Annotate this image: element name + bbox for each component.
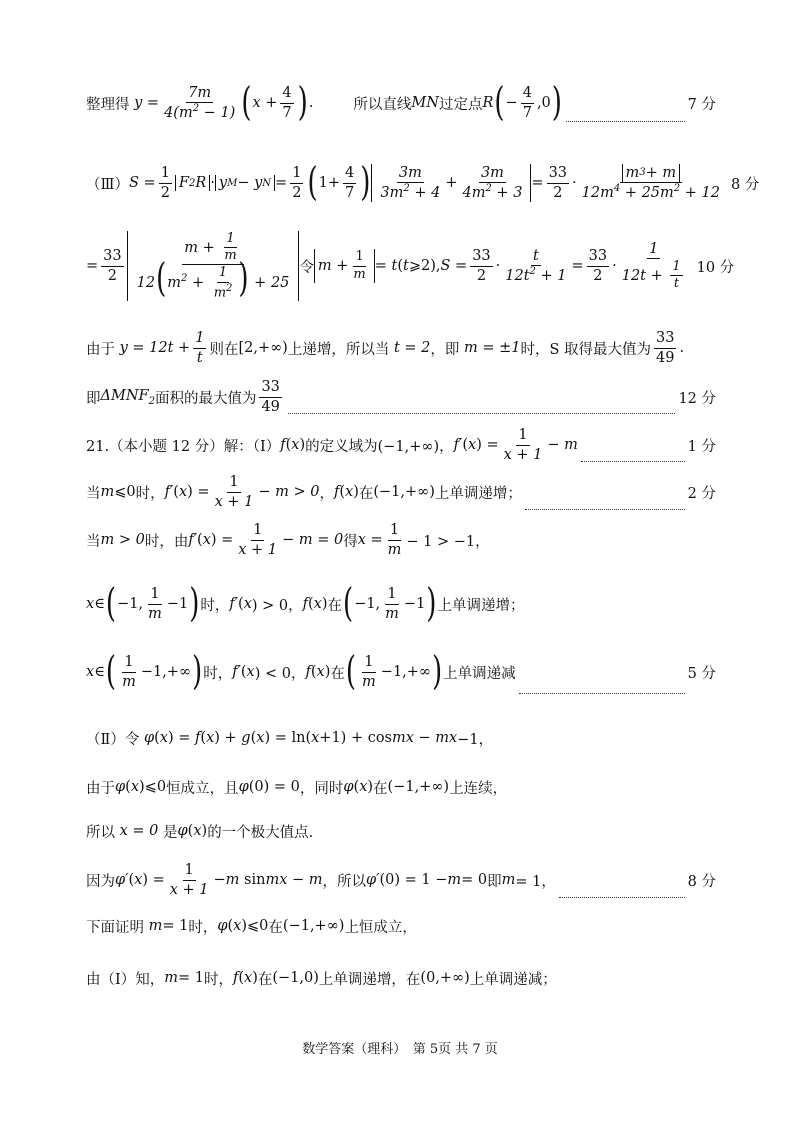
dot-leader	[566, 121, 685, 122]
text: 得	[343, 533, 358, 550]
text: 过定点	[438, 96, 483, 113]
score-mark: 10 分	[696, 259, 735, 276]
text: 21.（本小题 12 分）解：（Ⅰ）	[86, 438, 281, 455]
text: 面积的最大值为	[154, 390, 257, 407]
fraction: $\frac{1}{t}$	[195, 330, 205, 366]
text: 当	[86, 533, 101, 550]
text: ，同时	[299, 780, 344, 797]
text: 在	[257, 971, 273, 988]
dot-leader	[581, 461, 685, 462]
fraction: $\frac{33}{49}$	[656, 330, 675, 366]
text: 时，	[203, 665, 233, 682]
text: （Ⅱ）令	[86, 731, 140, 748]
text: 上单调递增；	[434, 485, 522, 502]
dot-leader	[559, 897, 685, 898]
fraction: $\frac{3m}{3m^2 + 4}$	[380, 164, 441, 201]
fraction: $\frac{33}{2}$	[103, 248, 122, 284]
line-16: 由（Ⅰ）知， m = 1 时， f ( x ) 在 (−1,0) 上单调递增，在 (0,+∞) 上单调递减；	[86, 960, 716, 996]
line-4: 由于 y = 12t + $\frac{1}{t}$ 则在 [2,+∞) 上递增，所以当 t = 2 ，即 m = ±1 时，S 取得最大值为 $\frac{33}{49}$ .	[86, 330, 685, 366]
line-11: （Ⅱ）令 φ ( x ) = f ( x ) + g ( x ) = ln( x +1) + cos mx − mx −1，	[86, 720, 716, 756]
text: 下面证明	[86, 919, 144, 936]
text: 上恒成立，	[344, 919, 417, 936]
line-2: （Ⅲ） S = $\frac{1}{2}$ F 2 R · y M − y N = $\frac{1}{2}$ ( 1+ $\frac{4}{7}$ ) $\frac{3m}{3m^2 + 4}$ + $\frac{3m}{4m^2 + 3}$ = $\frac{33}{2}$ · m 3 + m $12m^4 + 25m^2 + 12$ 8 分	[86, 160, 760, 206]
line-7: 当 m ⩽0 时， f′ ( x ) = $\frac{1}{x + 1}$ − m > 0 ， f ( x ) 在 (−1,+∞) 上单调递增； 2 分	[86, 474, 716, 510]
fraction: $\frac{4}{7}$	[282, 85, 292, 121]
text: 的定义域为	[305, 438, 378, 455]
dot-leader	[519, 693, 685, 694]
text: 上单调递增；	[437, 597, 525, 614]
score-mark: 2 分	[687, 485, 716, 502]
fraction: $\frac{33}{2}$	[472, 248, 491, 284]
line-1: 整理得 y = $\frac{7m}{4(m^2 - 1)}$ ( x + $\frac{4}{7}$ ) . 所以直线 MN 过定点 R ( − $\frac{4}{7}$ ,0 ) 7 分	[86, 80, 716, 126]
fraction: m + $\frac{1}{m}$ $12(m^2$ + $\frac{1}{m^2}$ ) + 25	[136, 230, 290, 302]
fraction: $\frac{1}{m}$	[385, 586, 399, 622]
fraction: $\frac{4}{7}$	[522, 85, 532, 121]
fraction: $\frac{3m}{4m^2 + 3}$	[462, 164, 523, 201]
score-mark: 1 分	[687, 438, 716, 455]
text: 上连续，	[449, 780, 508, 797]
score-mark: 8 分	[687, 873, 716, 890]
fraction: $\frac{33}{2}$	[588, 248, 608, 284]
text: ，即	[430, 341, 460, 358]
line-13: 所以 x = 0 是 φ ( x ) 的一个极大值点.	[86, 813, 716, 849]
dot-leader	[288, 413, 676, 414]
text: 上单调递减；	[469, 971, 557, 988]
text: ，所以	[322, 873, 366, 890]
fraction: $\frac{33}{49}$	[261, 379, 280, 415]
line-15: 下面证明 m = 1 时， φ ( x )⩽0 在 (−1,+∞) 上恒成立，	[86, 908, 716, 944]
text: 是	[163, 824, 178, 841]
fraction: $\frac{1}{m}$	[122, 654, 136, 690]
fraction: $\frac{1}{x + 1}$	[214, 474, 254, 510]
fraction: $\frac{33}{2}$	[548, 165, 568, 201]
text: 在	[327, 597, 343, 614]
text: 在	[330, 665, 345, 682]
text: 恒成立，且	[166, 780, 239, 797]
line-12: 由于 φ ( x )⩽0 恒成立，且 φ (0) = 0 ，同时 φ ( x ) 在 (−1,+∞) 上连续，	[86, 769, 716, 805]
text: 即	[487, 873, 502, 890]
fraction: $\frac{1}{m}$	[387, 522, 402, 558]
fraction: $\frac{1}{2}$	[292, 165, 302, 201]
text: 所以	[86, 824, 115, 841]
text: 因为	[86, 873, 115, 890]
fraction: $\frac{t}{12t^2 + 1}$	[505, 247, 567, 284]
fraction: $\frac{1}{m}$	[148, 586, 162, 622]
text: （Ⅲ）	[86, 176, 129, 193]
text: 整理得	[86, 96, 130, 113]
line-5: 即 $\Delta MNF_2$ 面积的最大值为 $\frac{33}{49}$ 12 分	[86, 379, 716, 415]
score-mark: 7 分	[687, 96, 716, 113]
text: 上递增，所以当	[287, 341, 390, 358]
fraction: m 3 + m $12m^4 + 25m^2 + 12$	[581, 164, 720, 201]
text: 时，S 取得最大值为	[520, 341, 652, 358]
score-mark: 12 分	[678, 390, 716, 407]
fraction: $\frac{1}{x + 1}$	[503, 427, 543, 463]
text: 在	[373, 780, 388, 797]
text: 令	[299, 259, 314, 276]
text: 上单调递增，在	[318, 971, 421, 988]
fraction: $\frac{1}{2}$	[160, 165, 170, 201]
fraction: 1 12t + $\frac{1}{t}$	[621, 240, 681, 292]
line-9: x ∈ ( −1, $\frac{1}{m}$ −1 ) 时， f′ ( x ) > 0， f ( x ) 在 ( −1, $\frac{1}{m}$ −1 ) 上单调递增；	[86, 581, 525, 627]
line-6: 21.（本小题 12 分）解：（Ⅰ） f ( x ) 的定义域为 (−1,+∞)， f′ ( x ) = $\frac{1}{x + 1}$ − m 1 分	[86, 427, 716, 463]
page-footer: 数学答案（理科） 第 5页 共 7 页	[302, 1042, 498, 1057]
text: 所以直线	[353, 96, 412, 113]
fraction: $\frac{1}{m}$	[362, 654, 376, 690]
line-10: x ∈ ( $\frac{1}{m}$ −1,+∞ ) 时， f′ ( x ) < 0， f ( x ) 在 ( $\frac{1}{m}$ −1,+∞ ) 上单调递减 5 分	[86, 649, 716, 695]
fraction: $\frac{1}{x + 1}$	[169, 862, 209, 898]
dot-leader	[525, 509, 685, 510]
text: 在	[358, 485, 374, 502]
text: 由于	[86, 341, 115, 358]
text: 由于	[86, 780, 115, 797]
score-mark: 5 分	[687, 665, 716, 682]
text: 由（Ⅰ）知，	[86, 971, 165, 988]
line-3: = $\frac{33}{2}$ m + $\frac{1}{m}$ $12(m^2$ + $\frac{1}{m^2}$ ) + 25 令 m + $\frac{1}{m}$ = t ( t ⩾2), S = $\frac{33}{2}$ · $\frac{t}{12t^2 + 1}$ = $\frac{33}{2}$ · 1 12t + $\frac{1}{t}$ 10 分	[86, 230, 735, 302]
text: 时，	[203, 971, 233, 988]
text: 则在	[209, 341, 239, 358]
fraction: $\frac{1}{x + 1}$	[238, 522, 278, 558]
text: 的一个极大值点.	[207, 824, 314, 841]
text: 在	[268, 919, 283, 936]
text: 即	[86, 390, 101, 407]
text: 时，	[135, 485, 165, 502]
text: 当	[86, 485, 101, 502]
text: 时，由	[144, 533, 189, 550]
text: 时，	[200, 597, 230, 614]
fraction: $\frac{4}{7}$	[344, 165, 355, 201]
text: 时，	[188, 919, 218, 936]
line-14: 因为 φ′ ( x ) = $\frac{1}{x + 1}$ − m sin mx − m ，所以 φ′ (0) = 1 − m = 0 即 m = 1， 8 分	[86, 862, 716, 898]
line-8: 当 m > 0 时，由 f′ ( x ) = $\frac{1}{x + 1}$ − m = 0 得 x = $\frac{1}{m}$ − 1 > −1，	[86, 522, 490, 558]
text: 上单调递减	[443, 665, 516, 682]
score-mark: 8 分	[731, 176, 760, 193]
fraction: $\frac{7m}{4(m^2 - 1)}$	[164, 84, 236, 121]
